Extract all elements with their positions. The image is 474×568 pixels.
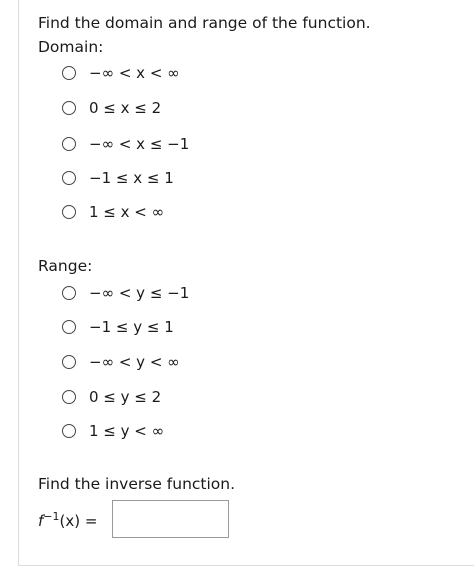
range-option-label: 0 ≤ y ≤ 2 [89,388,162,406]
radio-button[interactable] [62,137,76,151]
inverse-function-label: $f^{-1}(x)$ = [38,510,98,530]
radio-button[interactable] [62,101,76,115]
range-option-label: 1 ≤ y < ∞ [89,422,165,440]
radio-button[interactable] [62,171,76,185]
domain-option[interactable] [62,201,164,223]
range-option[interactable] [62,386,161,408]
radio-button[interactable] [62,320,76,334]
range-option[interactable] [62,316,174,338]
range-option[interactable] [62,351,180,373]
range-label: Range: [38,257,93,275]
radio-button[interactable] [62,205,76,219]
range-option-label: −∞ < y ≤ −1 [89,284,190,302]
range-option-label: −∞ < y < ∞ [89,353,180,371]
question-prompt: Find the domain and range of the function. [38,14,371,32]
inverse-function-input[interactable] [112,500,229,538]
domain-option[interactable] [62,97,161,119]
domain-option-label: −1 ≤ x ≤ 1 [89,169,174,187]
domain-option[interactable] [62,167,174,189]
domain-option-label: 0 ≤ x ≤ 2 [89,99,162,117]
range-option[interactable] [62,282,189,304]
domain-label: Domain: [38,38,104,56]
radio-button[interactable] [62,286,76,300]
domain-option[interactable] [62,62,180,84]
range-option-label: −1 ≤ y ≤ 1 [89,318,174,336]
radio-button[interactable] [62,424,76,438]
domain-option-label: 1 ≤ x < ∞ [89,203,165,221]
range-option[interactable] [62,420,164,442]
inverse-prompt: Find the inverse function. [38,475,236,493]
radio-button[interactable] [62,66,76,80]
domain-option-label: −∞ < x < ∞ [89,64,180,82]
domain-option-label: −∞ < x ≤ −1 [89,135,190,153]
radio-button[interactable] [62,355,76,369]
radio-button[interactable] [62,390,76,404]
domain-option[interactable] [62,133,189,155]
